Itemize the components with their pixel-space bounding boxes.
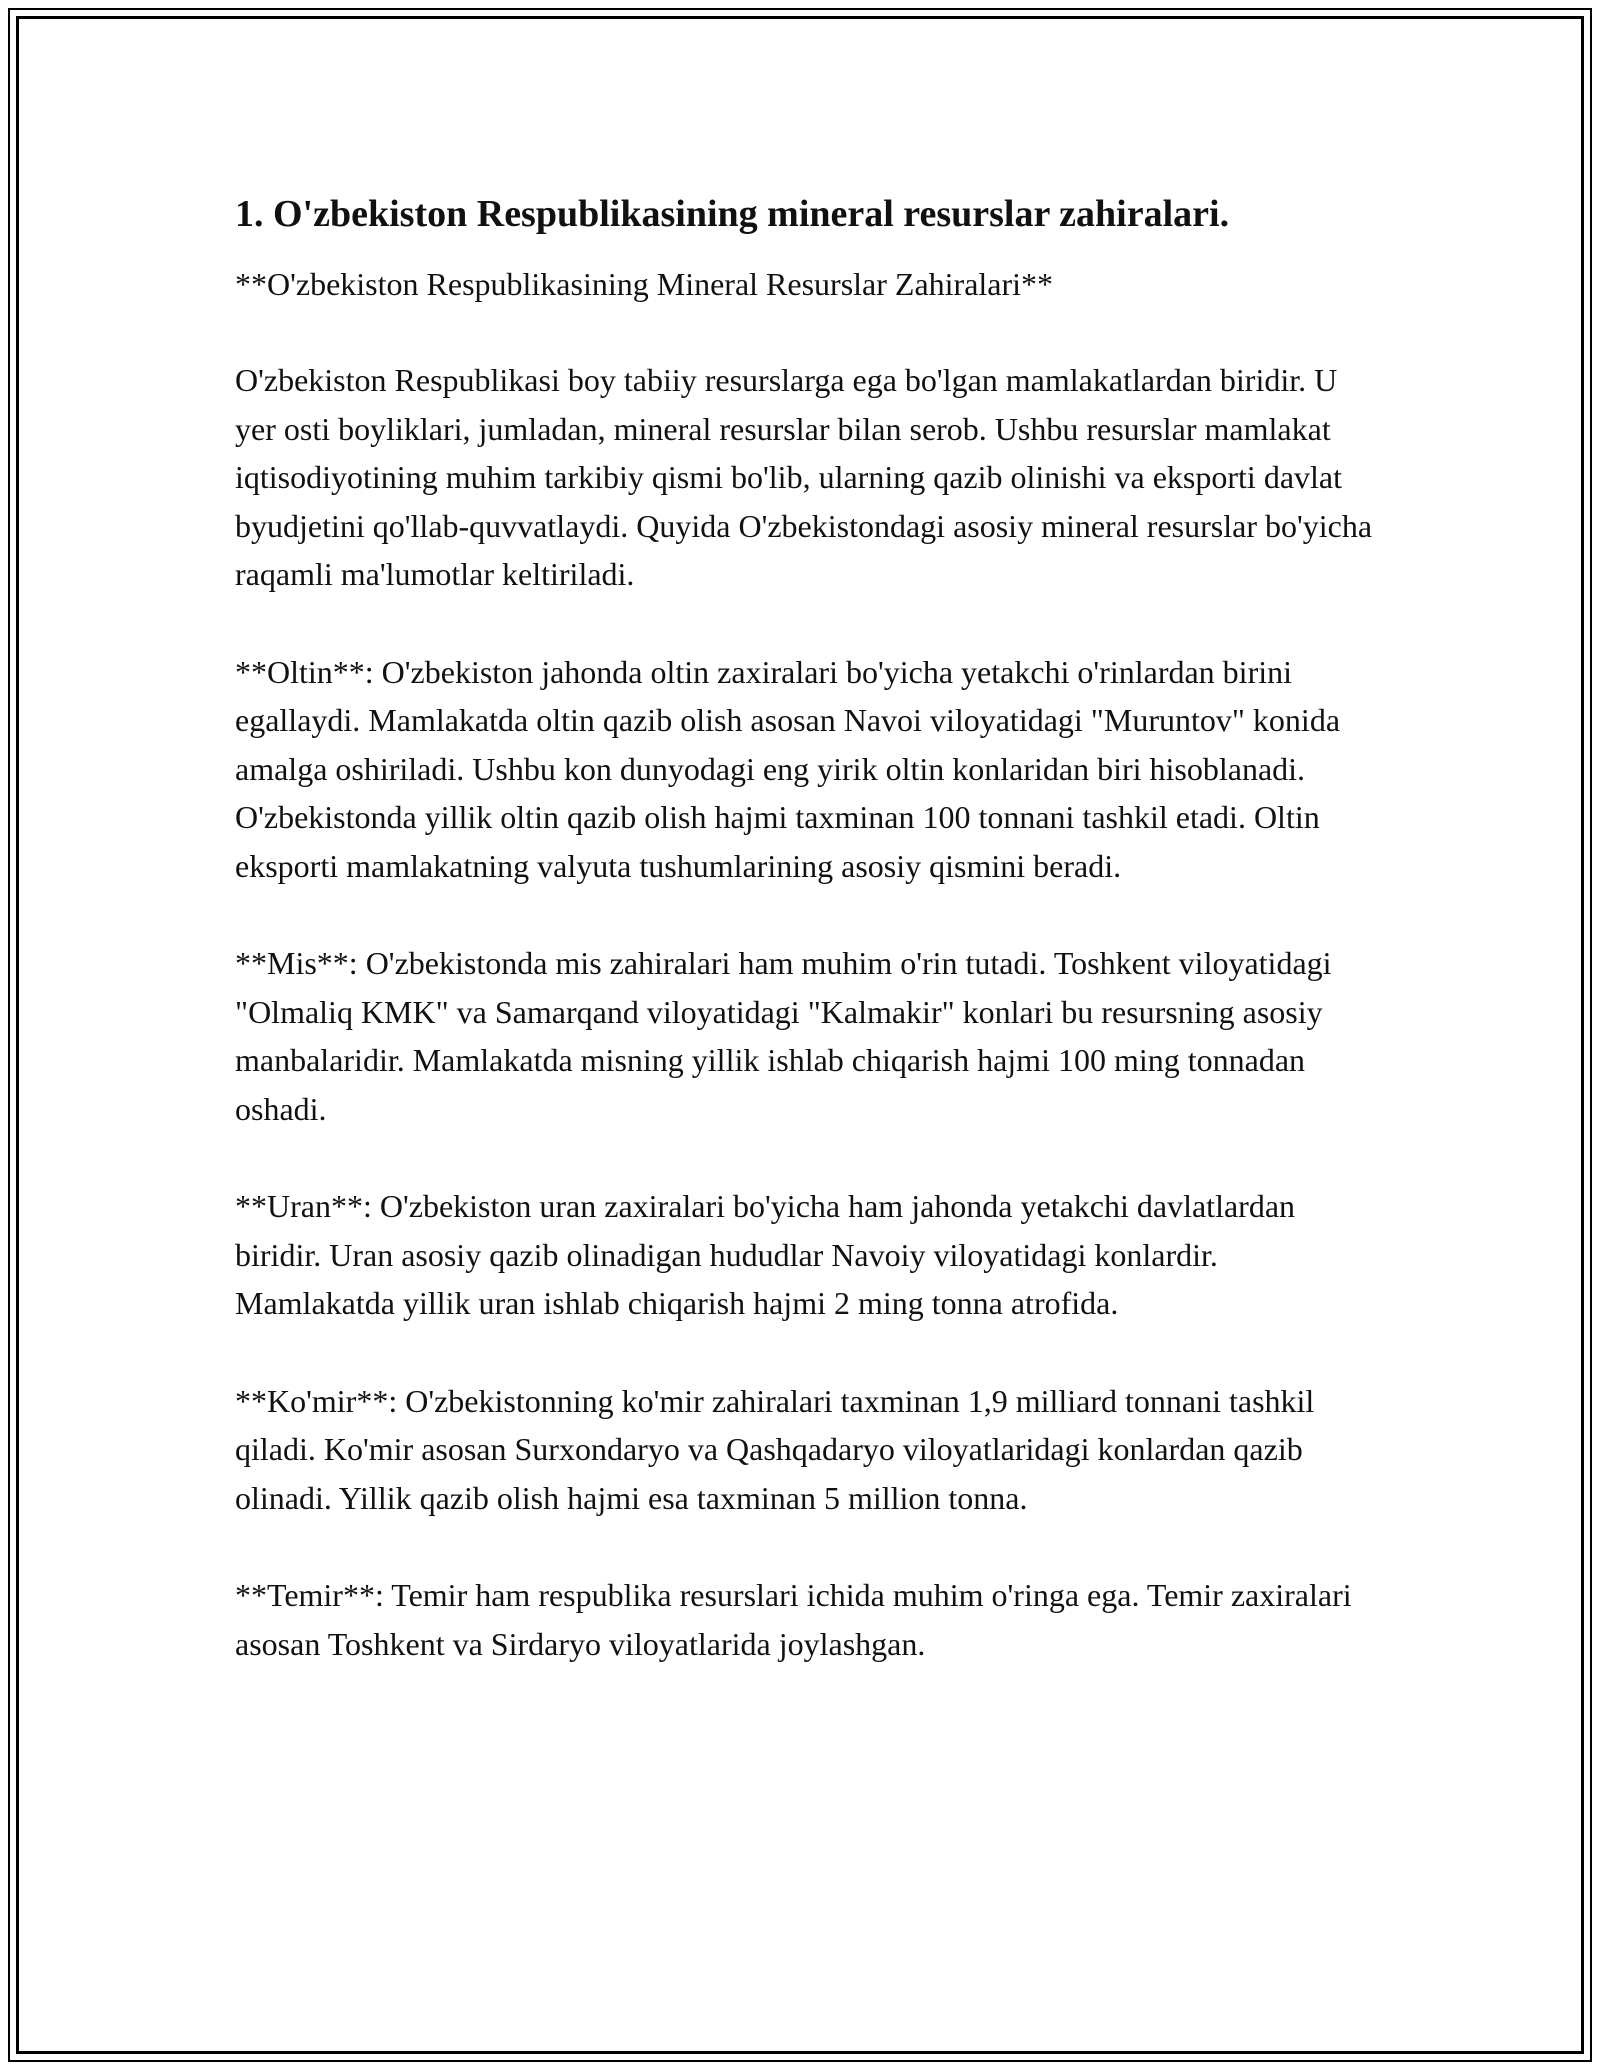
document-subtitle: **O'zbekiston Respublikasining Mineral Resurslar Zahiralari** bbox=[235, 266, 1054, 302]
page-title: 1. O'zbekiston Respublikasining mineral resurslar zahiralari. bbox=[235, 193, 1230, 235]
paragraph-gold: **Oltin**: O'zbekiston jahonda oltin zaxiralari bo'yicha yetakchi o'rinlardan birini egallaydi. Mamlakatda oltin qazib olish asosan Navoi viloyatidagi "Muruntov" konida amalga oshiriladi. Ushbu kon dunyodagi eng yirik oltin konlaridan biri hisoblanadi. O'zbekistonda yillik oltin qazib olish hajmi taxminan 100 tonnani tashkil etadi. Oltin eksporti mamlakatning valyuta tushumlarining asosiy qismini beradi. bbox=[235, 653, 1341, 884]
paragraph-iron: **Temir**: Temir ham respublika resurslari ichida muhim o'ringa ega. Temir zaxiralari asosan Toshkent va Sirdaryo viloyatlarida joylashgan. bbox=[235, 1577, 1352, 1662]
document-body bbox=[235, 190, 1375, 1717]
paragraph-uranium: **Uran**: O'zbekiston uran zaxiralari bo'yicha ham jahonda yetakchi davlatlardan biridir. Uran asosiy qazib olinadigan hududlar Navoiy viloyatidagi konlardir. Mamlakatda yillik uran ishlab chiqarish hajmi 2 ming tonna atrofida. bbox=[235, 1188, 1296, 1321]
paragraph-coal: **Ko'mir**: O'zbekistonning ko'mir zahiralari taxminan 1,9 milliard tonnani tashkil qiladi. Ko'mir asosan Surxondaryo va Qashqadaryo viloyatlaridagi konlardan qazib olinadi. Yillik qazib olish hajmi esa taxminan 5 million tonna. bbox=[235, 1382, 1315, 1516]
paragraph-intro: O'zbekiston Respublikasi boy tabiiy resurslarga ega bo'lgan mamlakatlardan biridir. U yer osti boyliklari, jumladan, mineral resurslar bilan serob. Ushbu resurslar mamlakat iqtisodiyotining muhim tarkibiy qismi bo'lib, ularning qazib olinishi va eksporti davlat byudjetini qo'llab-quvvatlaydi. Quyida O'zbekistondagi asosiy mineral resurslar bo'yicha raqamli ma'lumotlar keltiriladi. bbox=[235, 362, 1373, 592]
paragraph-copper: **Mis**: O'zbekistonda mis zahiralari ham muhim o'rin tutadi. Toshkent viloyatidagi "Olmaliq KMK" va Samarqand viloyatidagi "Kalmakir" konlari bu resursning asosiy manbalaridir. Mamlakatda misning yillik ishlab chiqarish hajmi 100 ming tonnadan oshadi. bbox=[235, 945, 1332, 1127]
